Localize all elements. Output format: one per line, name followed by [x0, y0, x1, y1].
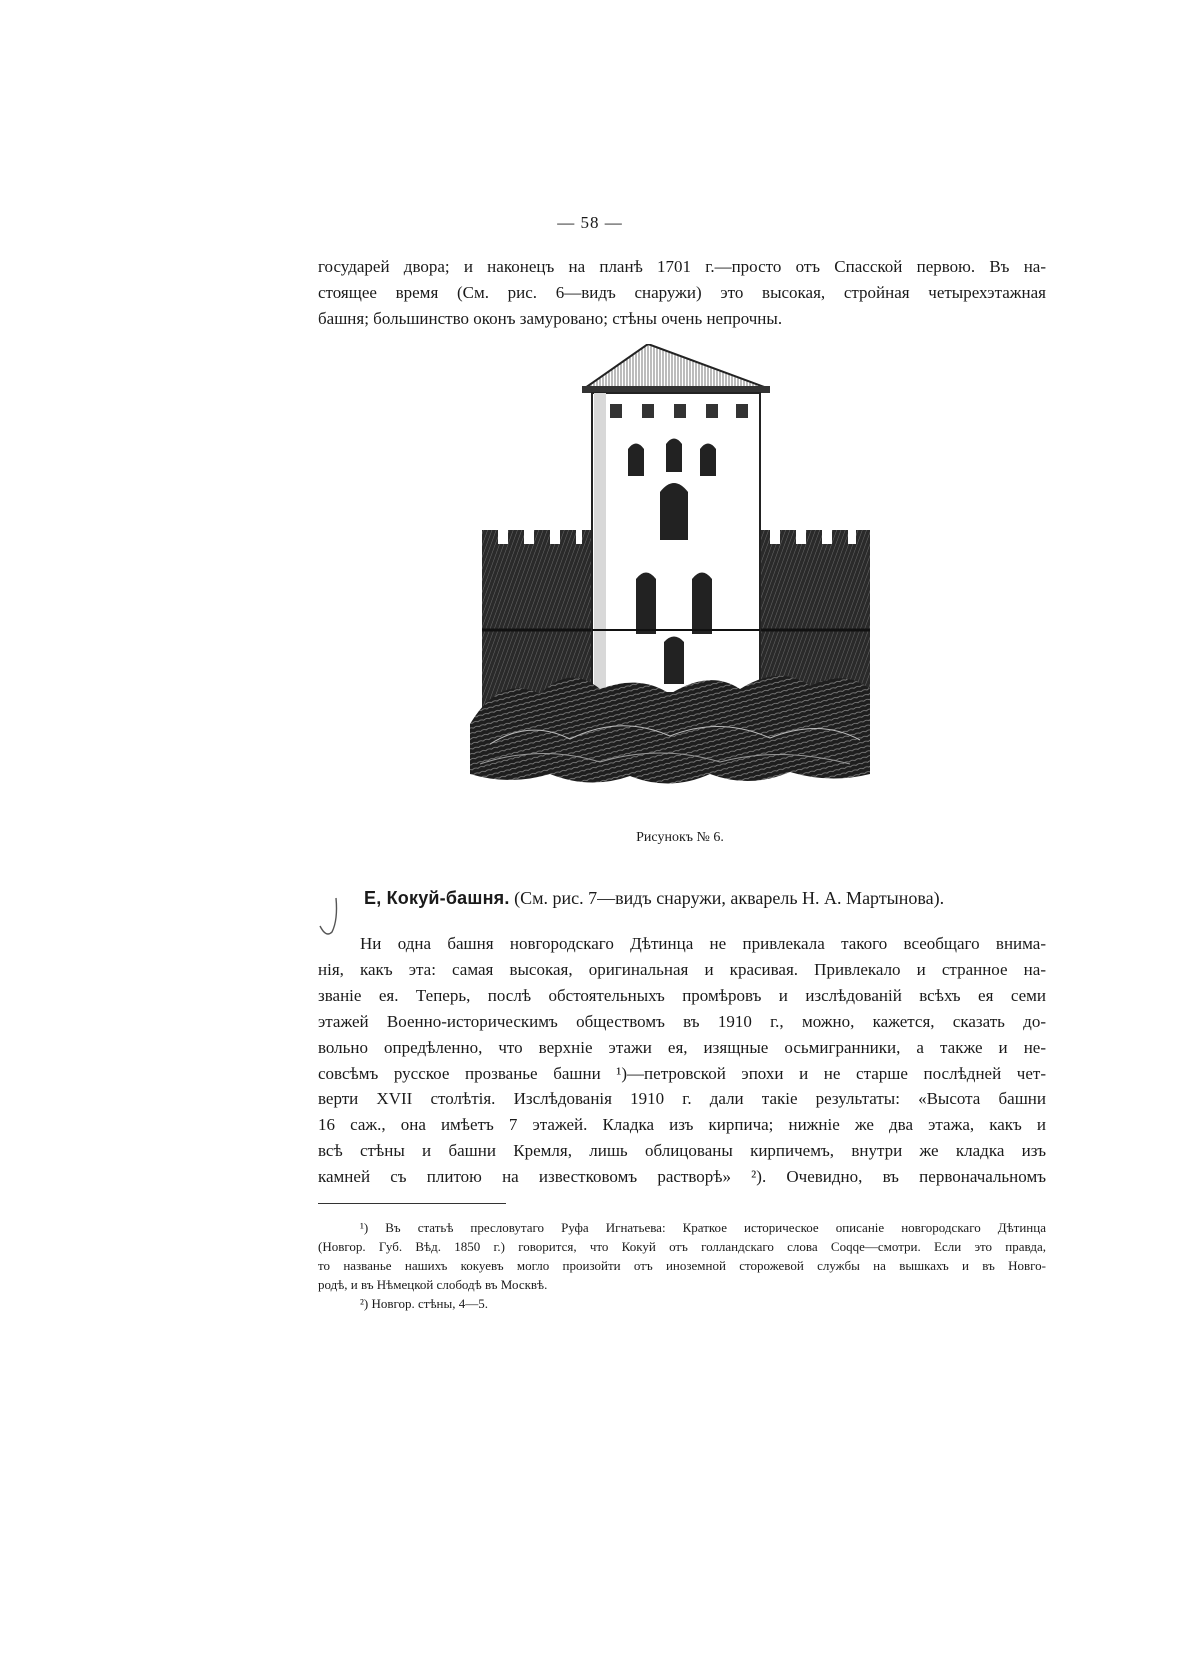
tower-illustration — [470, 344, 870, 814]
text-line: государей двора; и наконецъ на планѣ 1701 г.—просто отъ Спасской первою. Въ на- — [318, 257, 1046, 276]
footnote-divider — [318, 1203, 506, 1204]
intro-paragraph — [318, 254, 1046, 331]
section-heading — [364, 888, 944, 909]
footnote-line: ²) Новгор. стѣны, 4—5. — [360, 1296, 488, 1311]
footnote-line: то названье нашихъ кокуевъ могло произойти отъ иноземной сторожевой службы на вышкахъ и въ Новго- — [318, 1258, 1046, 1273]
footnotes — [318, 1218, 1046, 1313]
figure-caption: Рисунокъ № 6. — [636, 830, 724, 845]
section-heading-lead: Е, Кокуй-башня. — [364, 888, 510, 908]
text-line: 16 саж., она имѣетъ 7 этажей. Кладка изъ кирпича; нижніе же два этажа, какъ и — [318, 1115, 1046, 1135]
text-line: стоящее время (См. рис. 6—видъ снаружи) это высокая, стройная четырехэтажная — [318, 282, 1046, 302]
footnote-line: ¹) Въ статьѣ пресловутаго Руфа Игнатьева: Краткое историческое описаніе новгородскаго Дѣтинца — [360, 1220, 1046, 1235]
tower — [582, 344, 770, 693]
text-line: Ни одна башня новгородскаго Дѣтинца не привлекала такого всеобщаго внима- — [360, 934, 1046, 953]
text-line: башня; большинство оконъ замуровано; стѣны очень непрочны. — [318, 308, 783, 328]
footnote-line: родѣ, и въ Нѣмецкой слободѣ въ Москвѣ. — [318, 1277, 548, 1292]
text-line: этажей Военно-историческимъ обществомъ въ 1910 г., можно, кажется, сказать до- — [318, 1011, 1046, 1031]
footnote-line: (Новгор. Губ. Вѣд. 1850 г.) говорится, что Кокуй отъ голландскаго слова Coqqe—смотри. Если это правда, — [318, 1239, 1046, 1254]
text-line: нія, какъ эта: самая высокая, оригинальная и красивая. Привлекало и странное на- — [318, 959, 1046, 979]
text-line: совсѣмъ русское прозванье башни ¹)—петровской эпохи и не старше послѣдней чет- — [318, 1063, 1046, 1083]
text-line: верти XVII столѣтія. Изслѣдованія 1910 г. дали такіе результаты: «Высота башни — [318, 1089, 1046, 1109]
text-line: званіе ея. Теперь, послѣ обстоятельныхъ промѣровъ и изслѣдованій всѣхъ ея семи — [318, 985, 1046, 1005]
section-heading-rest: (См. рис. 7—видъ снаружи, акварель Н. А. Мартынова). — [514, 888, 945, 908]
text-line: камней съ плитою на известковомъ растворѣ» ²). Очевидно, въ первоначальномъ — [318, 1167, 1046, 1187]
page-number: — 58 — — [557, 213, 623, 232]
text-line: вольно опредѣленно, что верхніе этажи ея, изящные осьмигранники, а также и не- — [318, 1037, 1046, 1057]
body-paragraph — [318, 931, 1046, 1190]
text-line: всѣ стѣны и башни Кремля, лишь облицованы кирпичемъ, внутри же кладка изъ — [318, 1141, 1046, 1161]
